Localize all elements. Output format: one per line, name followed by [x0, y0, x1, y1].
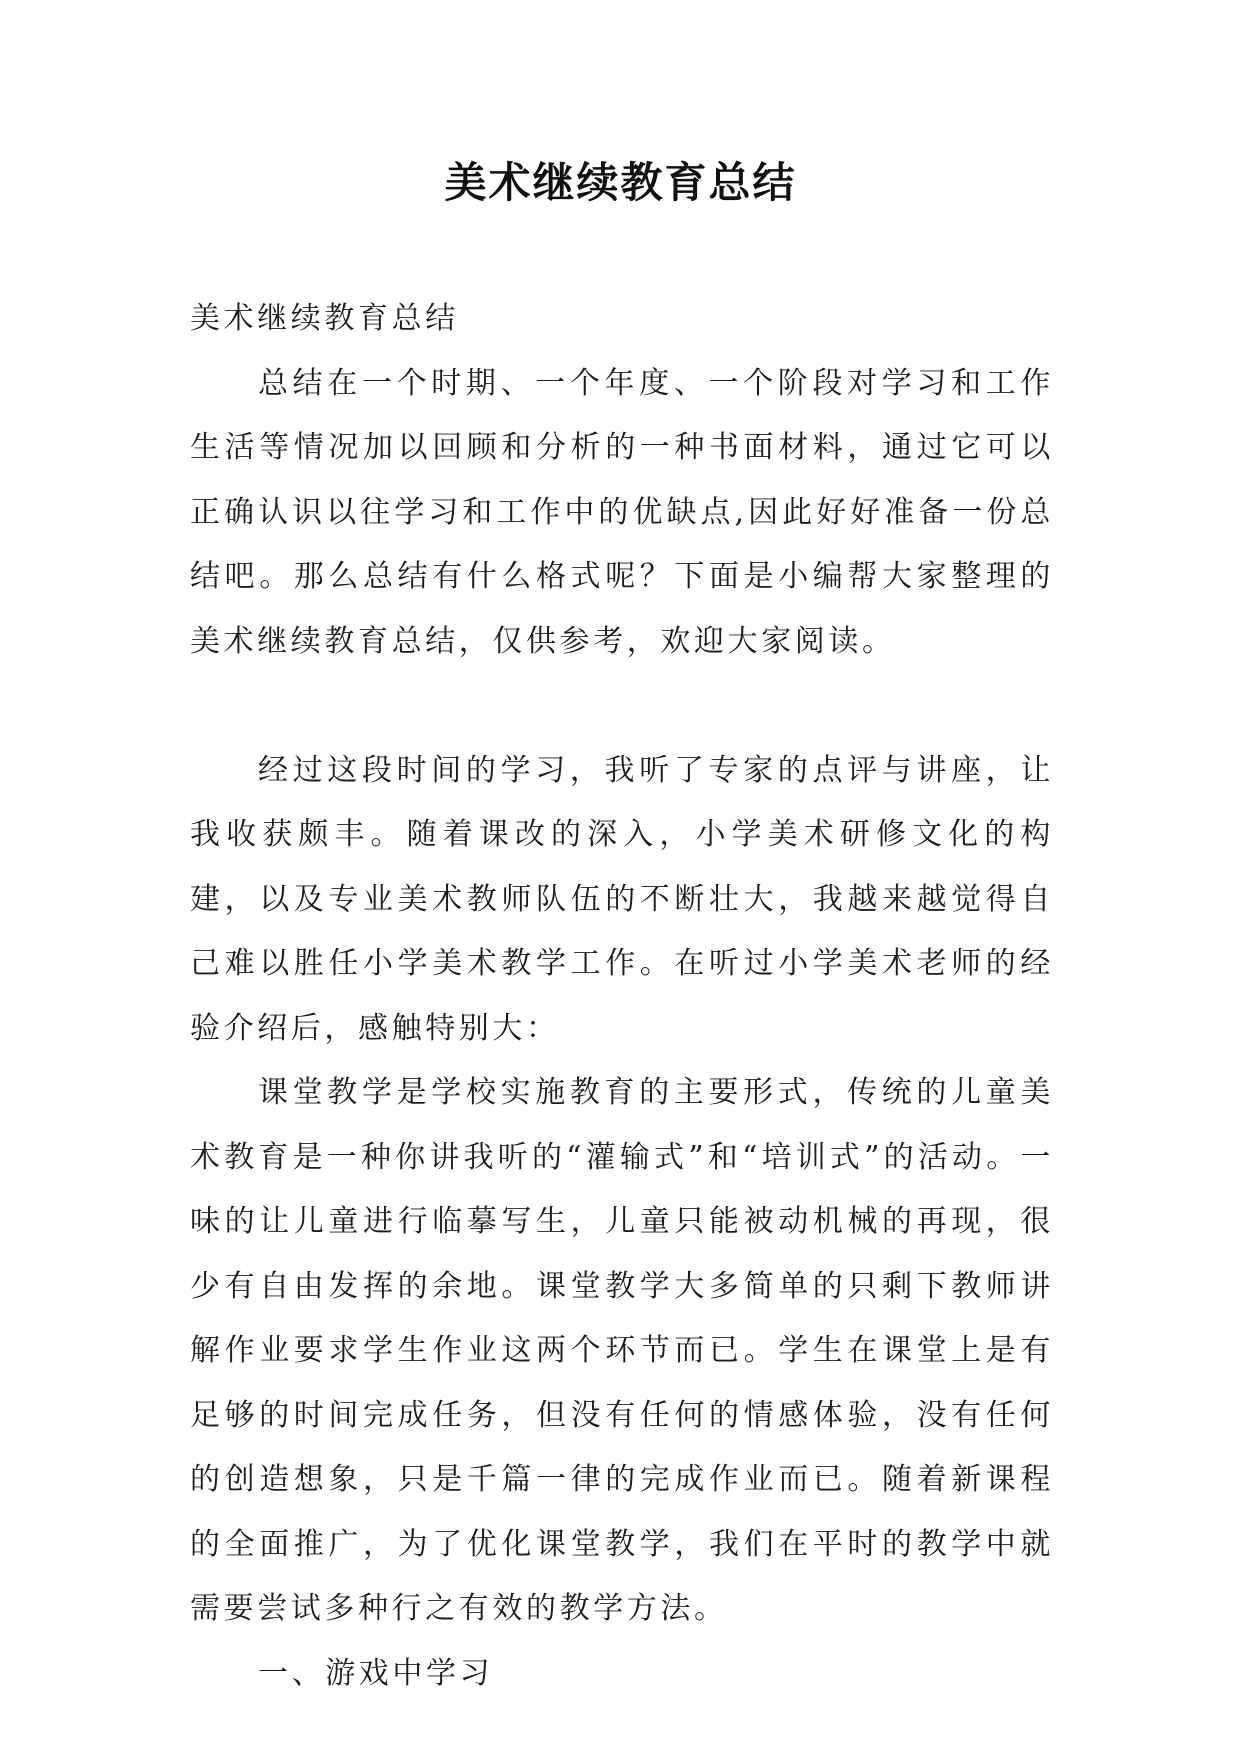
document-subtitle: 美术继续教育总结 — [190, 301, 459, 336]
document-title: 美术继续教育总结 — [444, 158, 797, 207]
paragraph-spacer — [190, 674, 1054, 739]
body-paragraph: 课堂教学是学校实施教育的主要形式，传统的儿童美术教育是一种你讲我听的“灌输式”和“培训式”的活动。一味的让儿童进行临摹写生，儿童只能被动机械的再现，很少有自由发挥的余地。课堂教学大多简单的只剩下教师讲解作业要求学生作业这两个环节而已。学生在课堂上是有足够的时间完成任务，但没有任何的情感体验，没有任何的创造想象，只是千篇一律的完成作业而已。随着新课程的全面推广，为了优化课堂教学，我们在平时的教学中就需要尝试多种行之有效的教学方法。 — [190, 1075, 1054, 1626]
intro-paragraph: 总结在一个时期、一个年度、一个阶段对学习和工作生活等情况加以回顾和分析的一种书面材料，通过它可以正确认识以往学习和工作中的优缺点,因此好好准备一份总结吧。那么总结有什么格式呢？下面是小编帮大家整理的美术继续教育总结，仅供参考，欢迎大家阅读。 — [190, 365, 1054, 659]
section-heading: 一、游戏中学习 — [258, 1655, 494, 1691]
body-paragraph: 经过这段时间的学习，我听了专家的点评与讲座，让我收获颇丰。随着课改的深入，小学美术研修文化的构建，以及专业美术教师队伍的不断壮大，我越来越觉得自己难以胜任小学美术教学工作。在听过小学美术老师的经验介绍后，感触特别大： — [190, 752, 1054, 1046]
document-body — [190, 287, 1054, 1706]
